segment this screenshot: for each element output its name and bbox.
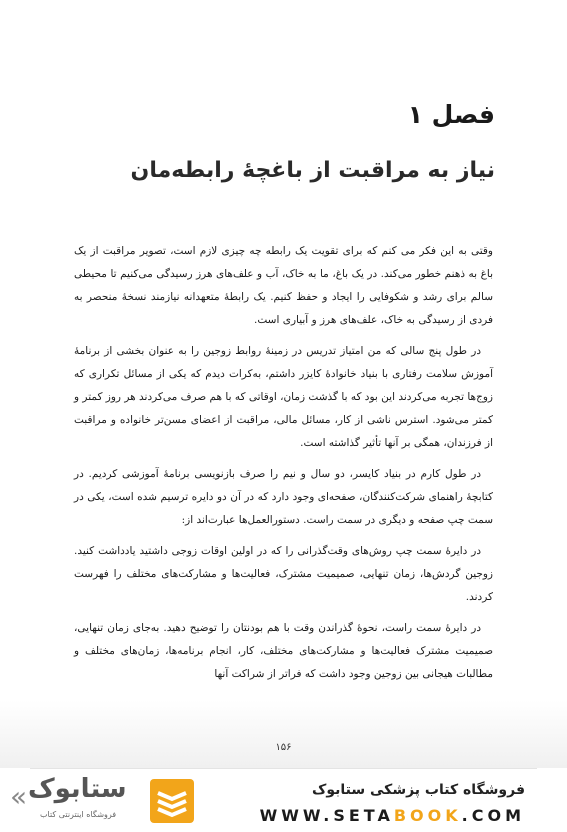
store-footer-banner[interactable] bbox=[0, 768, 567, 832]
chapter-label: فصل ۱ bbox=[407, 100, 495, 129]
chapter-title: نیاز به مراقبت از باغچهٔ رابطه‌مان bbox=[130, 158, 495, 183]
url-suffix: .COM bbox=[461, 806, 525, 825]
paragraph-4: در دایرهٔ سمت چپ روش‌های وقت‌گذرانی را که در اولین اوقات زوجی داشتید یادداشت کنید. زوجین گردش‌ها، زمان تنهایی، صمیمیت مشترک، فعالیت‌ها و مشارکت‌های مختلف را فهرست کردند. bbox=[74, 545, 493, 603]
page-number: ۱۵۶ bbox=[275, 742, 292, 753]
book-logo-icon bbox=[150, 779, 194, 823]
store-logo: ستابوک bbox=[28, 774, 127, 804]
url-highlight: BOOK bbox=[393, 806, 462, 825]
store-logo-tagline: فروشگاه اینترنتی کتاب bbox=[40, 810, 117, 819]
body-text bbox=[74, 240, 493, 694]
paragraph-3: در طول کارم در بنیاد کایسر، دو سال و نیم را صرف بازنویسی برنامهٔ آموزشی کردیم. در کتابچهٔ راهنمای شرکت‌کنندگان، صفحه‌ای وجود دارد که در آن دو دایره ترسیم شده است، یکی در سمت چپ صفحه و دیگری در سمت راست. دستورالعمل‌ها عبارت‌اند از: bbox=[74, 468, 493, 526]
url-prefix: WWW.SETA bbox=[259, 806, 394, 825]
store-url-link[interactable] bbox=[260, 806, 525, 825]
paragraph-2: در طول پنج سالی که من امتیاز تدریس در زمینهٔ روابط زوجین را به عنوان بخشی از برنامهٔ آموزش سلامت رفتاری با بنیاد خانوادهٔ کایزر داشتم، به‌کرات دیدم که یکی از مسائل تکراری که زوج‌ها تجربه می‌کردند این بود که با گذشت زمان، اوقاتی که با هم صرف می‌کردند هر روز کمتر و کمتر می‌شود. استرس ناشی از کار، مسائل مالی، مراقبت از اعضای مسن‌تر خانواده و مراقبت از فرزندان، همگی بر آنها تأثیر گذاشته است. bbox=[74, 345, 493, 449]
footer-divider bbox=[30, 768, 537, 769]
chevrons-icon: « bbox=[10, 780, 28, 813]
paragraph-5: در دایرهٔ سمت راست، نحوهٔ گذراندن وقت با هم بودنتان را توضیح دهید. به‌جای زمان تنهایی، صمیمیت مشترک فعالیت‌ها و مشارکت‌های مختلف، کار، انجام برنامه‌ها، زمان‌های مختلف و مطالبات هیجانی بین زوجین وجود داشت که فراتر از شراکت آنها bbox=[74, 622, 493, 680]
store-name: فروشگاه کتاب پزشکی ستابوک bbox=[312, 782, 525, 798]
paragraph-1: وقتی به این فکر می کنم که برای تقویت یک رابطه چه چیزی لازم است، تصویر مراقبت از یک باغ به ذهنم خطور می‌کند. در یک باغ، ما به خاک، آب و علف‌های هرز رسیدگی می‌کنیم تا محیطی سالم برای رشد و شکوفایی را ایجاد و حفظ کنیم. یک رابطهٔ متعهدانه نیازمند نسخهٔ منحصر به فردی از رسیدگی به خاک، علف‌های هرز و آبیاری است. bbox=[74, 245, 493, 326]
